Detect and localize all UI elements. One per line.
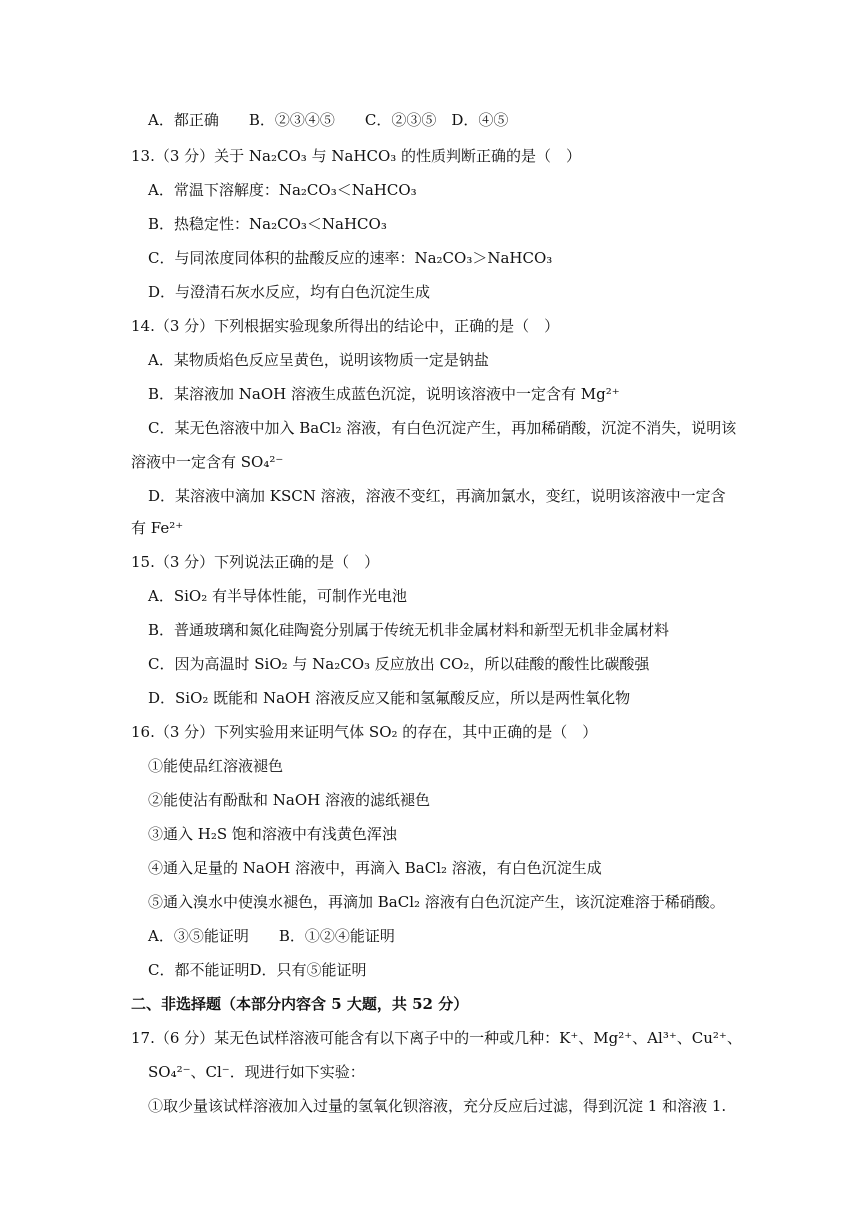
q14-option-d-line1: D．某溶液中滴加 KSCN 溶液，溶液不变红，再滴加氯水，变红，说明该溶液中一定含 bbox=[148, 487, 726, 505]
q14-option-a: A．某物质焰色反应呈黄色，说明该物质一定是钠盐 bbox=[148, 351, 489, 369]
question-17-line2: SO₄²⁻、Cl⁻．现进行如下实验： bbox=[148, 1063, 365, 1081]
q14-option-c-line1: C．某无色溶液中加入 BaCl₂ 溶液，有白色沉淀产生，再加稀硝酸，沉淀不消失，说明该 bbox=[148, 419, 737, 437]
question-13: 13.（3 分）关于 Na₂CO₃ 与 NaHCO₃ 的性质判断正确的是（ ） bbox=[131, 147, 582, 165]
question-15: 15.（3 分）下列说法正确的是（ ） bbox=[131, 553, 380, 571]
section-2-heading: 二、非选择题（本部分内容含 5 大题，共 52 分） bbox=[131, 995, 469, 1013]
q13-option-b: B．热稳定性：Na₂CO₃＜NaHCO₃ bbox=[148, 215, 387, 233]
q16-statement-5: ⑤通入溴水中使溴水褪色，再滴加 BaCl₂ 溶液有白色沉淀产生，该沉淀难溶于稀硝酸。 bbox=[148, 893, 725, 911]
q13-option-c: C．与同浓度同体积的盐酸反应的速率：Na₂CO₃＞NaHCO₃ bbox=[148, 249, 553, 267]
q16-options-ab: A．③⑤能证明 B．①②④能证明 bbox=[148, 927, 395, 945]
q12-options: A．都正确 B．②③④⑤ C．②③⑤ D．④⑤ bbox=[148, 111, 509, 129]
q16-statement-2: ②能使沾有酚酞和 NaOH 溶液的滤纸褪色 bbox=[148, 791, 430, 809]
q16-options-cd: C．都不能证明D．只有⑤能证明 bbox=[148, 961, 367, 979]
q17-step-1: ①取少量该试样溶液加入过量的氢氧化钡溶液，充分反应后过滤，得到沉淀 1 和溶液 1. bbox=[148, 1097, 727, 1115]
q13-option-d: D．与澄清石灰水反应，均有白色沉淀生成 bbox=[148, 283, 431, 301]
q15-option-d: D．SiO₂ 既能和 NaOH 溶液反应又能和氢氟酸反应，所以是两性氧化物 bbox=[148, 689, 631, 707]
q14-option-c-line2: 溶液中一定含有 SO₄²⁻ bbox=[131, 453, 284, 471]
q13-option-a: A．常温下溶解度：Na₂CO₃＜NaHCO₃ bbox=[148, 181, 417, 199]
question-16: 16.（3 分）下列实验用来证明气体 SO₂ 的存在，其中正确的是（ ） bbox=[131, 723, 598, 741]
q16-statement-3: ③通入 H₂S 饱和溶液中有浅黄色浑浊 bbox=[148, 825, 397, 843]
q14-option-d-line2: 有 Fe²⁺ bbox=[131, 519, 184, 537]
question-17-line1: 17.（6 分）某无色试样溶液可能含有以下离子中的一种或几种：K⁺、Mg²⁺、Al³⁺、Cu²⁺、 bbox=[131, 1029, 742, 1047]
q16-statement-1: ①能使品红溶液褪色 bbox=[148, 757, 284, 775]
q16-statement-4: ④通入足量的 NaOH 溶液中，再滴入 BaCl₂ 溶液，有白色沉淀生成 bbox=[148, 859, 602, 877]
q14-option-b: B．某溶液加 NaOH 溶液生成蓝色沉淀，说明该溶液中一定含有 Mg²⁺ bbox=[148, 385, 620, 403]
question-14: 14.（3 分）下列根据实验现象所得出的结论中，正确的是（ ） bbox=[131, 317, 560, 335]
q15-option-a: A．SiO₂ 有半导体性能，可制作光电池 bbox=[148, 587, 407, 605]
q15-option-c: C．因为高温时 SiO₂ 与 Na₂CO₃ 反应放出 CO₂，所以硅酸的酸性比碳酸强 bbox=[148, 655, 650, 673]
q15-option-b: B．普通玻璃和氮化硅陶瓷分别属于传统无机非金属材料和新型无机非金属材料 bbox=[148, 621, 670, 639]
